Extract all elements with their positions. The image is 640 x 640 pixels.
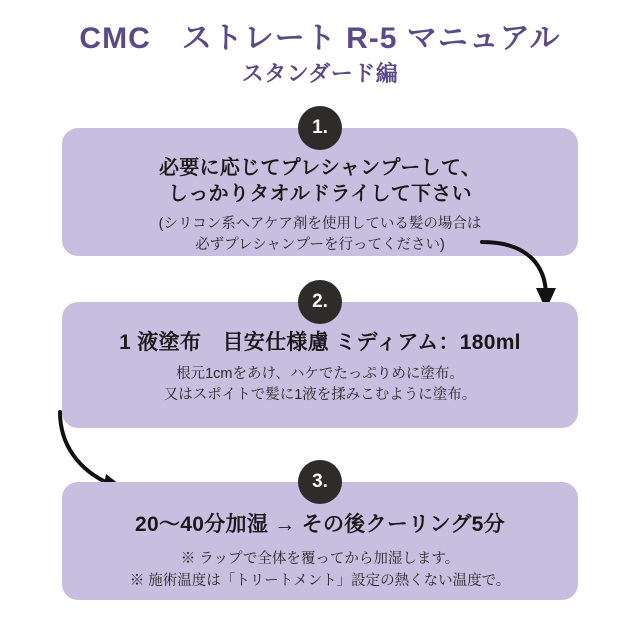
step-note-1-line1: (シリコン系ヘアケア剤を使用している髪の場合は <box>158 216 482 233</box>
step-headline-2-line1: 1 液塗布 目安仕様慮 ミディアム：180ml <box>119 331 521 354</box>
page-title: CMC ストレート R-5 マニュアル <box>79 22 561 55</box>
step-headline-3 <box>62 512 578 539</box>
step-note-2 <box>62 364 578 406</box>
step-badge-2: 2. <box>298 280 342 324</box>
step-note-3-line1: ※ ラップで全体を覆ってから加湿します。 <box>180 550 460 567</box>
step-headline-3-line1: 20〜40分加湿 → その後クーリング5分 <box>135 513 505 536</box>
step-panel-2 <box>62 291 578 428</box>
step-panel-1 <box>62 117 578 256</box>
step-panel-3 <box>62 471 578 600</box>
step-headline-2 <box>62 330 578 357</box>
page-subtitle: スタンダード編 <box>241 60 399 86</box>
step-badge-1: 1. <box>298 106 342 150</box>
step-headline-1-line2: しっかりタオルドライして下さい <box>168 182 472 205</box>
step-note-1-line2: 必ずプレシャンプーを行ってください) <box>195 237 445 254</box>
step-headline-1-line1: 必要に応じてプレシャンプーして、 <box>158 157 482 179</box>
step-note-2-line2: 又はスポイトで髪に1液を揉みこむように塗布。 <box>163 386 477 403</box>
page-header <box>0 0 640 86</box>
step-badge-3: 3. <box>298 460 342 504</box>
step-note-1 <box>62 214 578 256</box>
step-note-3-line2: ※ 施術温度は「トリートメント」設定の熱くない温度で。 <box>129 572 511 589</box>
step-headline-1 <box>62 156 578 207</box>
step-note-3 <box>62 549 578 593</box>
step-note-2-line1: 根元1cmをあけ、ハケでたっぷりめに塗布。 <box>176 365 464 382</box>
